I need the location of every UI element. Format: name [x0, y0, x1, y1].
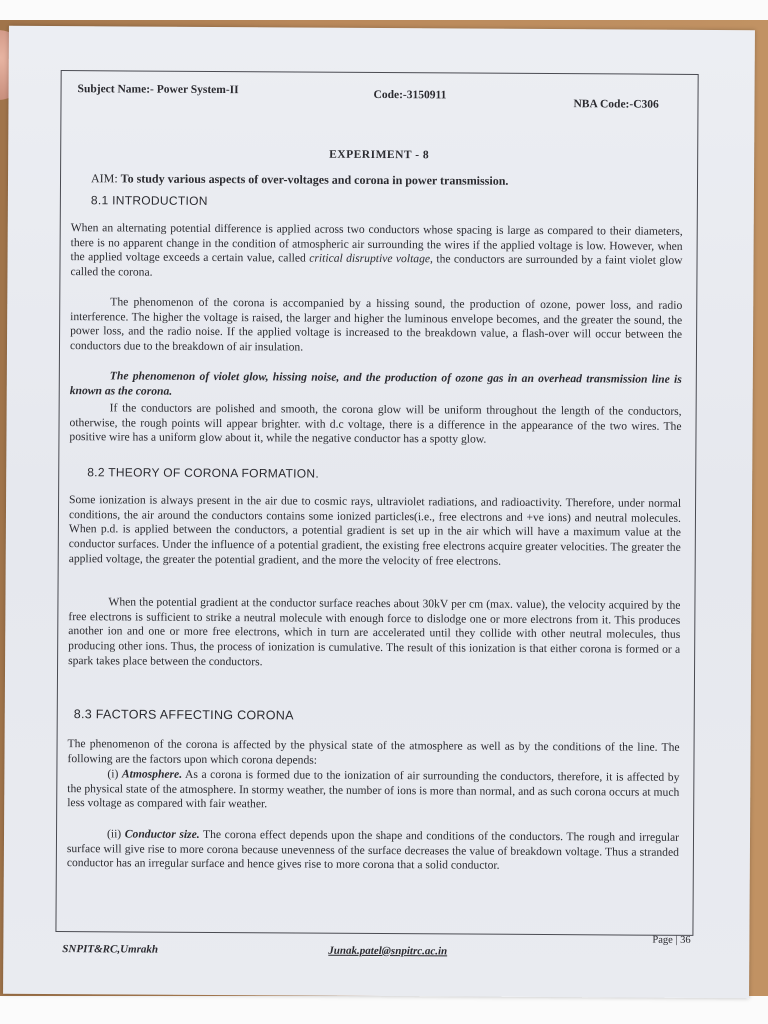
aim-line [91, 171, 508, 189]
footer-institute: SNPIT&RC,Umrakh [62, 943, 159, 956]
paragraph-intro-2 [70, 295, 682, 358]
paragraph-factor-atmosphere [67, 767, 679, 815]
paragraph-text: When the potential gradient at the conductor surface reaches about 30kV per cm (max. value), the velocity acquired by the free electrons is sufficient to strike a neutral molecule with enough force to dislodge one or more electrons from it. This produces another ion and one or more free electrons, which in turn are accelerated until they collide with other neutral molecules, thus producing other ions. Thus, the process of ionization is cumulative. The result of this ionization is that either corona is formed or a spark takes place between the conductors. [68, 595, 681, 669]
paragraph-theory-1 [69, 493, 681, 570]
paragraph-text: The phenomenon of the corona is affected by the physical state of the atmosphere as well as by the conditions of the line. The following are the factors upon which corona depends: [67, 737, 680, 767]
paragraph-text: The phenomenon of violet glow, hissing noise, and the production of ozone gas in an overhead transmission line is known as the corona. [69, 369, 682, 398]
bottom-margin [0, 996, 768, 1024]
nba-code: NBA Code:-C306 [573, 98, 659, 111]
paragraph-text: , the conductors are surrounded by a faint violet glow called the corona. [70, 252, 683, 279]
section-heading-factors: 8.3 FACTORS AFFECTING CORONA [73, 707, 294, 723]
item-number: (ii) [106, 827, 125, 841]
term-critical-disruptive-voltage: critical disruptive voltage [309, 251, 431, 266]
page-number: Page | 36 [652, 934, 691, 946]
subject-name: Subject Name:- Power System-II [77, 83, 239, 97]
paragraph-text: As a corona is formed due to the ionization of air surrounding the conductors, therefore, it is affected by the physical state of the atmosphere. In stormy weather, the number of ions is more than normal, and as such corona occurs at much less voltage as compared with fair weather. [67, 767, 680, 811]
paragraph-factor-conductor-size [67, 827, 679, 875]
paragraph-theory-2 [68, 595, 680, 672]
paragraph-intro-1 [70, 221, 682, 284]
paragraph-text: Some ionization is always present in the air due to cosmic rays, ultraviolet radiations, and radioactivity. Therefore, under normal conditions, the air around the conductors contains some ionized particles(i.e., free electrons and +ve ions) and neutral molecules. When p.d. is applied between the conductors, a potential gradient is set up in the air which will have a maximum value at the conductor surfaces. Under the influence of a potential gradient, the existing free electrons acquire greater velocities. The greater the applied voltage, the greater the potential gradient, and the more the velocity of free electrons. [68, 493, 682, 568]
experiment-title: EXPERIMENT - 8 [329, 148, 430, 162]
term-conductor-size: Conductor size. [124, 827, 200, 841]
document-page [3, 26, 755, 999]
paragraph-corona-definition [70, 369, 682, 402]
footer-email-link[interactable]: Junak.patel@snpitrc.ac.in [328, 944, 448, 958]
page-border [55, 70, 698, 958]
aim-text: To study various aspects of over-voltages and corona in power transmission. [120, 171, 509, 188]
paragraph-text: If the conductors are polished and smooth, the corona glow will be uniform throughout the length of the conductors, otherwise, the rough points will appear brighter. with d.c voltage, there is a difference in the appearance of the two wires. The positive wire has a uniform glow about it, while the negative conductor has a spotty glow. [69, 401, 682, 447]
paragraph-text: When an alternating potential difference is applied across two conductors whose spacing is large as compared to their diameters, there is no apparent change in the condition of atmospheric air surrounding the wires if the applied voltage is low. However, when the applied voltage exceeds a certain value, called [70, 221, 683, 265]
subject-code: Code:-3150911 [373, 88, 447, 102]
paragraph-text: The corona effect depends upon the shape and conditions of the conductors. The rough and irregular surface will give rise to more corona because unevenness of the surface decreases the value of breakdown voltage. Thus a stranded conductor has an irregular surface and hence gives rise to more corona that a solid conductor. [66, 827, 680, 873]
paragraph-text: The phenomenon of the corona is accompanied by a hissing sound, the production of ozone, power loss, and radio interference. The higher the voltage is raised, the larger and higher the luminous envelope becomes, and the greater the sound, the power loss, and the radio noise. If the applied voltage is increased to the breakdown value, a flash-over will occur between the conductors due to the breakdown of air insulation. [69, 295, 683, 354]
paragraph-intro-4 [69, 401, 681, 449]
section-heading-introduction: 8.1 INTRODUCTION [90, 193, 208, 208]
section-heading-theory: 8.2 THEORY OF CORONA FORMATION. [87, 465, 320, 481]
term-atmosphere: Atmosphere. [121, 767, 183, 781]
paragraph-factors-intro [67, 737, 679, 770]
item-number: (i) [107, 767, 122, 781]
page-header [77, 83, 688, 111]
aim-label: AIM: [90, 171, 118, 186]
